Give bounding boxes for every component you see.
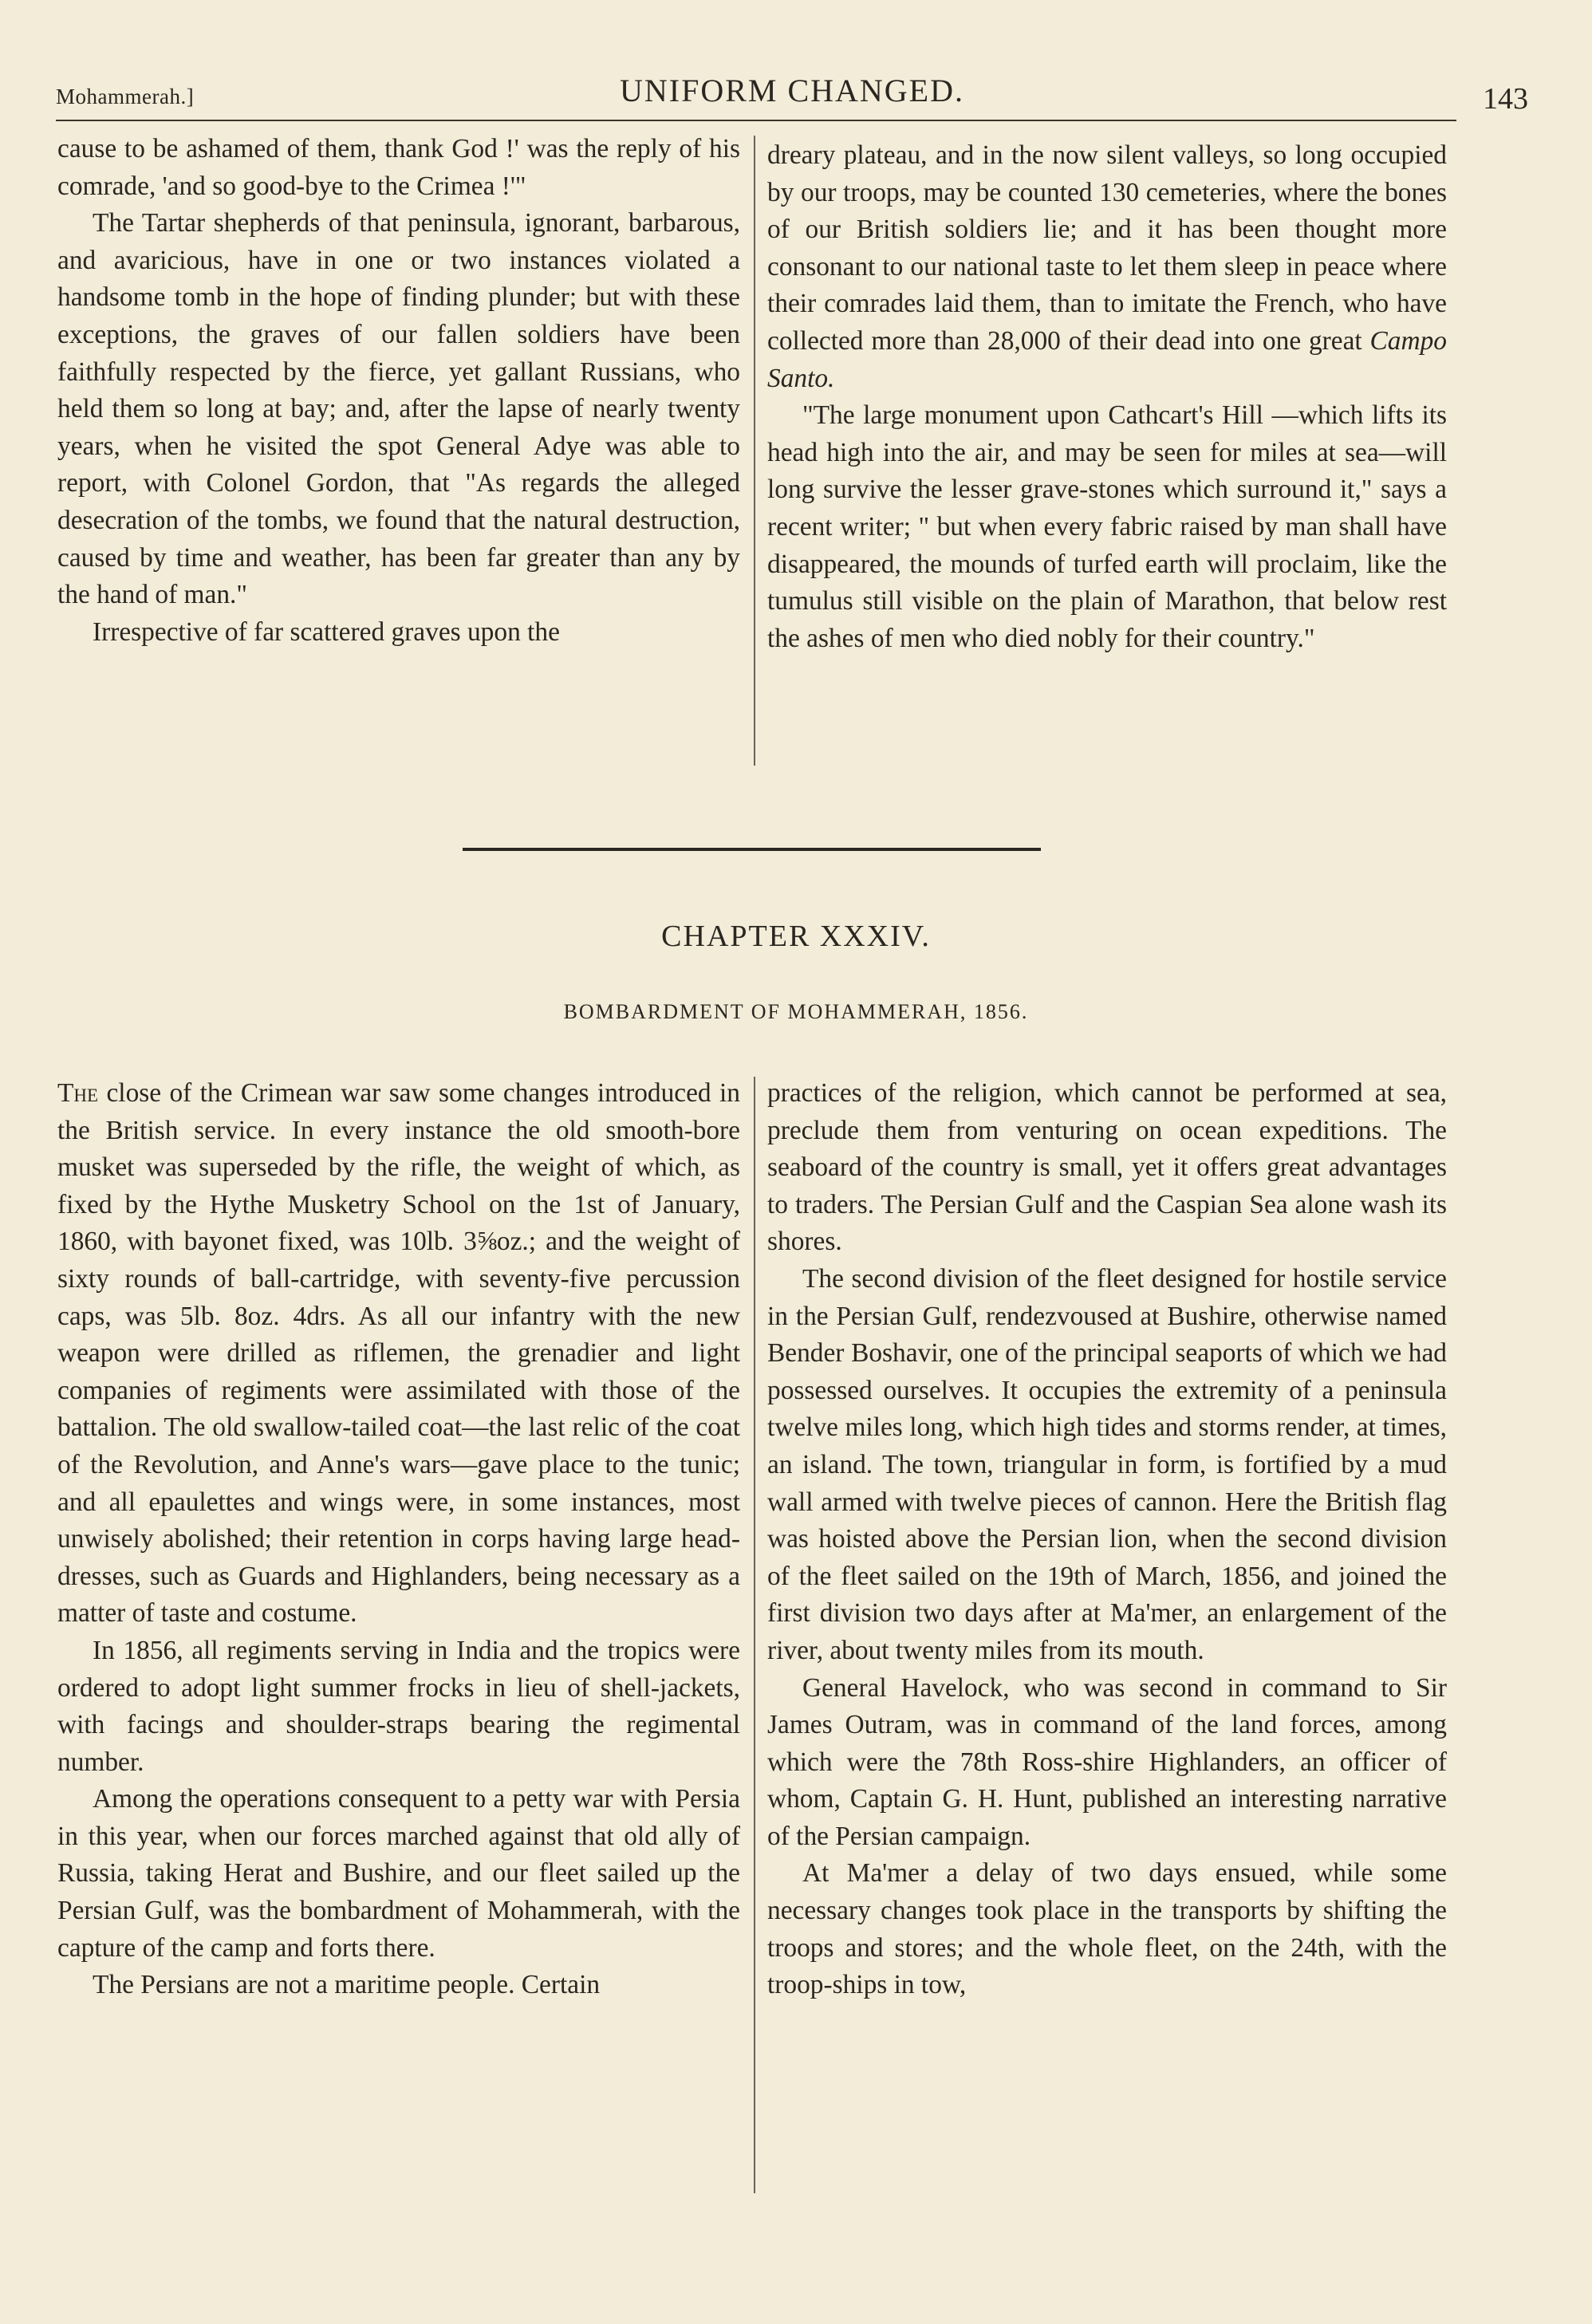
paragraph: Among the operations consequent to a petty war with Persia in this year, when our forces marched against that old ally of Russia, taking Herat and Bushire, and our fleet sailed up the Persian Gulf, was the bombardment of Mohammerah, with the capture of the camp and forts there.: [57, 1784, 740, 1963]
paragraph: cause to be ashamed of them, thank God !' was the reply of his comrade, 'and so good-bye to the Crimea !'": [57, 134, 740, 201]
running-head: [56, 70, 1528, 118]
paragraph: [767, 137, 1447, 397]
running-head-section: Mohammerah.]: [56, 85, 195, 108]
paragraph-text: close of the Crimean war saw some changes introduced in the British service. In every instance the old smooth-bore musket was superseded by the rifle, the weight of which, as fixed by the Hythe Musketry School on the 1st of January, 1860, with bayonet fixed, was 10lb. 3⅝oz.; and the weight of sixty rounds of ball-cartridge, with seventy-five percussion caps, was 5lb. 8oz. 4drs. As all our infantry with the new weapon were drilled as riflemen, the grenadier and light companies of regiments were assimilated with those of the battalion. The old swallow-tailed coat—the last relic of the coat of the Revolution, and Anne's wars—gave place to the tunic; and all epaulettes and wings were, in some instances, most unwisely abolished; their retention in corps having large head-dresses, such as Guards and Highlanders, being necessary as a matter of taste and costume.: [57, 1078, 740, 1629]
running-head-title: UNIFORM CHANGED.: [619, 73, 965, 108]
paragraph: The Persians are not a maritime people. Certain: [93, 1970, 601, 2000]
chapter-separator-rule: [463, 848, 1041, 851]
column-divider: [754, 136, 755, 766]
paragraph: Irrespective of far scattered graves upon the: [93, 616, 560, 647]
paragraph: "The large monument upon Cathcart's Hill —which lifts its head high into the air, and may be seen for miles at sea—will long survive the lesser grave-stones which surround it," says a recent writer; " but when every fabric raised by man shall have disappeared, the mounds of turfed earth will proclaim, like the tumulus still visible on the plain of Marathon, that below rest the ashes of men who died nobly for their country.": [767, 400, 1447, 653]
paragraph: practices of the religion, which cannot be performed at sea, preclude them from venturing on ocean expeditions. The seaboard of the country is small, yet it offers great advantages to traders. The Persian Gulf and the Caspian Sea alone wash its shores.: [767, 1078, 1447, 1257]
opening-word: The: [57, 1078, 99, 1108]
top-left-column: [57, 131, 740, 651]
paragraph: [57, 1075, 740, 1633]
paragraph: General Havelock, who was second in command to Sir James Outram, was in command of the land forces, among which were the 78th Ross-shire Highlanders, an officer of whom, Captain G. H. Hunt, published an interesting narrative of the Persian campaign.: [767, 1672, 1447, 1851]
chapter-subtitle: BOMBARDMENT OF MOHAMMERAH, 1856.: [563, 1000, 1029, 1023]
page-number: 143: [1483, 82, 1528, 116]
top-right-column: [767, 137, 1447, 657]
column-divider: [754, 1077, 755, 2193]
bottom-left-column: [57, 1075, 740, 2004]
bottom-right-column: [767, 1075, 1447, 2004]
paragraph: In 1856, all regiments serving in India and the tropics were ordered to adopt light summer frocks in lieu of shell-jackets, with facings and shoulder-straps bearing the regimental number.: [57, 1635, 740, 1777]
paragraph-text: dreary plateau, and in the now silent valleys, so long occupied by our troops, may be counted 130 cemeteries, where the bones of our British soldiers lie; and it has been thought more consonant to our national taste to let them sleep in peace where their comrades laid them, than to imitate the French, who have collected more than 28,000 of their dead into one great: [767, 140, 1447, 356]
chapter-title: CHAPTER XXXIV.: [661, 920, 931, 953]
paragraph: At Ma'mer a delay of two days ensued, while some necessary changes took place in the transports by shifting the troops and stores; and the whole fleet, on the 24th, with the troop-ships in tow,: [767, 1858, 1447, 2000]
italic-phrase: Campo Santo.: [767, 325, 1447, 393]
paragraph: The second division of the fleet designed for hostile service in the Persian Gulf, rendezvoused at Bushire, otherwise named Bender Boshavir, one of the principal seaports of which we had possessed ourselves. It occupies the extremity of a peninsula twelve miles long, which high tides and storms render, at times, an island. The town, triangular in form, is fortified by a mud wall armed with twelve pieces of cannon. Here the British flag was hoisted above the Persian lion, when the second division of the fleet sailed on the 19th of March, 1856, and joined the first division two days after at Ma'mer, an enlargement of the river, about twenty miles from its mouth.: [767, 1263, 1447, 1665]
header-rule: [56, 120, 1456, 121]
paragraph: The Tartar shepherds of that peninsula, ignorant, barbarous, and avaricious, have in one or two instances violated a handsome tomb in the hope of finding plunder; but with these exceptions, the graves of our fallen soldiers have been faithfully respected by the fierce, yet gallant Russians, who held them so long at bay; and, after the lapse of nearly twenty years, when he visited the spot General Adye was able to report, with Colonel Gordon, that "As regards the alleged desecration of the tombs, we found that the natural destruction, caused by time and weather, has been far greater than any by the hand of man.": [57, 208, 740, 610]
